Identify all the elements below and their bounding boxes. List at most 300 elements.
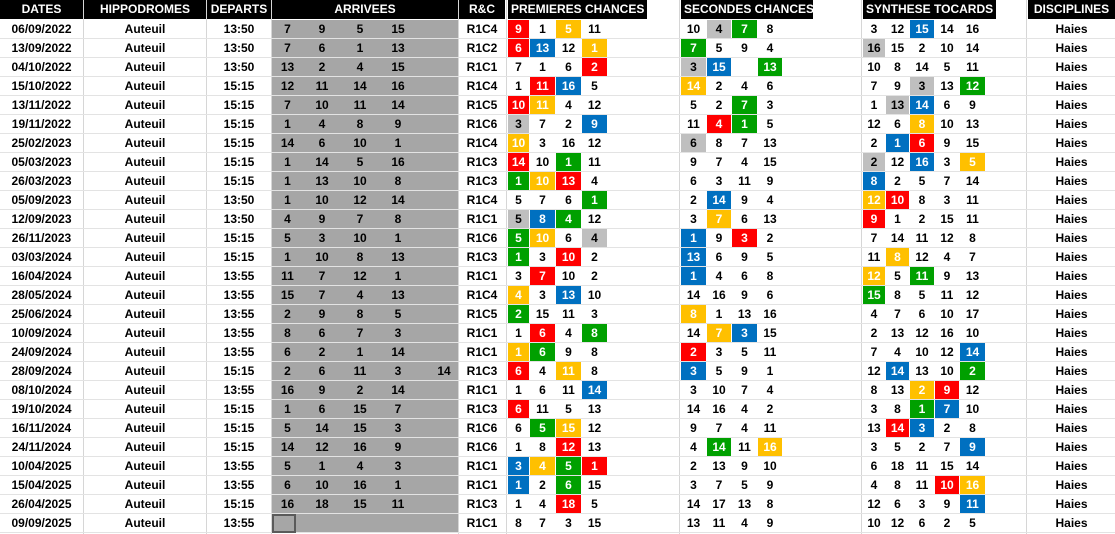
arrivee-cell[interactable]: 1 — [284, 250, 291, 264]
arrivee-cell[interactable]: 10 — [353, 231, 367, 245]
premiere-chance-cell[interactable]: 10 — [508, 134, 529, 152]
synthese-tocard-cell[interactable]: 11 — [910, 267, 934, 285]
premiere-chance-cell[interactable]: 1 — [508, 248, 529, 266]
rc-cell[interactable]: R1C4 — [466, 193, 498, 207]
premiere-chance-cell[interactable]: 5 — [556, 457, 581, 475]
synthese-tocard-cell[interactable]: 12 — [867, 497, 881, 511]
synthese-tocard-cell[interactable]: 12 — [890, 155, 905, 169]
seconde-chance-cell[interactable]: 15 — [763, 155, 777, 169]
premiere-chance-cell[interactable]: 12 — [587, 212, 602, 226]
arrivee-cell[interactable]: 4 — [356, 60, 364, 74]
synthese-tocard-cell[interactable]: 8 — [918, 193, 926, 207]
seconde-chance-cell[interactable]: 3 — [681, 362, 706, 380]
seconde-chance-cell[interactable]: 3 — [715, 174, 723, 188]
date-cell[interactable]: 25/06/2024 — [11, 307, 72, 321]
discipline-cell[interactable]: Haies — [1055, 497, 1088, 511]
rc-cell[interactable]: R1C6 — [466, 440, 498, 454]
synthese-tocard-cell[interactable]: 8 — [969, 231, 976, 245]
seconde-chance-cell[interactable]: 5 — [715, 364, 723, 378]
synthese-tocard-cell[interactable]: 9 — [863, 210, 885, 228]
synthese-tocard-cell[interactable]: 10 — [915, 345, 929, 359]
arrivee-cell[interactable]: 10 — [315, 193, 329, 207]
seconde-chance-cell[interactable]: 8 — [766, 497, 774, 511]
premiere-chance-cell[interactable]: 5 — [591, 497, 598, 511]
hippodrome-cell[interactable]: Auteuil — [124, 345, 166, 359]
synthese-tocard-cell[interactable]: 10 — [965, 402, 980, 416]
premiere-chance-cell[interactable]: 12 — [587, 98, 602, 112]
seconde-chance-cell[interactable]: 4 — [766, 41, 774, 55]
depart-cell[interactable]: 15:15 — [223, 98, 255, 112]
premiere-chance-cell[interactable]: 7 — [515, 60, 522, 74]
arrivee-cell[interactable]: 8 — [356, 307, 364, 321]
premiere-chance-cell[interactable]: 3 — [508, 457, 529, 475]
arrivee-cell[interactable]: 14 — [391, 383, 405, 397]
synthese-tocard-cell[interactable]: 15 — [965, 136, 980, 150]
hippodrome-cell[interactable]: Auteuil — [124, 22, 166, 36]
discipline-cell[interactable]: Haies — [1055, 459, 1088, 473]
seconde-chance-cell[interactable]: 13 — [763, 212, 777, 226]
rc-cell[interactable]: R1C3 — [466, 174, 498, 188]
premiere-chance-cell[interactable]: 12 — [587, 421, 602, 435]
seconde-chance-cell[interactable]: 3 — [690, 478, 697, 492]
synthese-tocard-cell[interactable]: 8 — [886, 248, 909, 266]
arrivee-cell[interactable]: 16 — [391, 155, 405, 169]
synthese-tocard-cell[interactable]: 1 — [894, 212, 901, 226]
synthese-tocard-cell[interactable]: 13 — [940, 79, 954, 93]
arrivee-cell[interactable]: 1 — [356, 41, 364, 55]
rc-cell[interactable]: R1C3 — [466, 402, 498, 416]
synthese-tocard-cell[interactable]: 16 — [863, 39, 885, 57]
rc-cell[interactable]: R1C1 — [466, 212, 498, 226]
seconde-chance-cell[interactable]: 7 — [715, 421, 723, 435]
premiere-chance-cell[interactable]: 12 — [561, 41, 576, 55]
premiere-chance-cell[interactable]: 5 — [556, 20, 581, 38]
premiere-chance-cell[interactable]: 1 — [582, 39, 607, 57]
seconde-chance-cell[interactable]: 6 — [766, 79, 774, 93]
discipline-cell[interactable]: Haies — [1055, 440, 1088, 454]
seconde-chance-cell[interactable]: 16 — [758, 438, 782, 456]
depart-cell[interactable]: 15:15 — [223, 79, 255, 93]
seconde-chance-cell[interactable]: 5 — [741, 478, 748, 492]
premiere-chance-cell[interactable]: 6 — [508, 39, 529, 57]
synthese-tocard-cell[interactable]: 2 — [918, 440, 926, 454]
seconde-chance-cell[interactable]: 3 — [681, 58, 706, 76]
rc-cell[interactable]: R1C5 — [466, 98, 498, 112]
premiere-chance-cell[interactable]: 1 — [515, 440, 522, 454]
synthese-tocard-cell[interactable]: 7 — [870, 345, 878, 359]
synthese-tocard-cell[interactable]: 7 — [894, 307, 901, 321]
arrivee-cell[interactable]: 13 — [391, 250, 405, 264]
seconde-chance-cell[interactable]: 15 — [707, 58, 731, 76]
synthese-tocard-cell[interactable]: 2 — [918, 212, 926, 226]
seconde-chance-cell[interactable]: 5 — [741, 345, 748, 359]
synthese-tocard-cell[interactable]: 12 — [867, 364, 881, 378]
seconde-chance-cell[interactable]: 8 — [766, 22, 774, 36]
premiere-chance-cell[interactable]: 2 — [591, 250, 598, 264]
rc-cell[interactable]: R1C1 — [466, 269, 498, 283]
premiere-chance-cell[interactable]: 1 — [508, 343, 529, 361]
premiere-chance-cell[interactable]: 1 — [508, 476, 529, 494]
synthese-tocard-cell[interactable]: 14 — [940, 22, 954, 36]
seconde-chance-cell[interactable]: 14 — [686, 402, 701, 416]
seconde-chance-cell[interactable]: 13 — [712, 459, 726, 473]
synthese-tocard-cell[interactable]: 8 — [894, 60, 901, 74]
synthese-tocard-cell[interactable]: 2 — [863, 153, 885, 171]
synthese-tocard-cell[interactable]: 5 — [894, 440, 901, 454]
arrivee-cell[interactable]: 7 — [356, 326, 364, 340]
seconde-chance-cell[interactable]: 2 — [766, 402, 774, 416]
premiere-chance-cell[interactable]: 9 — [582, 115, 607, 133]
arrivee-cell[interactable]: 1 — [284, 402, 291, 416]
synthese-tocard-cell[interactable]: 9 — [960, 438, 985, 456]
hippodrome-cell[interactable]: Auteuil — [124, 174, 166, 188]
arrivee-cell[interactable] — [379, 514, 417, 533]
discipline-cell[interactable]: Haies — [1055, 231, 1088, 245]
hippodrome-cell[interactable]: Auteuil — [124, 193, 166, 207]
synthese-tocard-cell[interactable]: 12 — [915, 250, 929, 264]
arrivee-cell[interactable]: 13 — [315, 174, 329, 188]
header-premieres-chances[interactable]: PREMIERES CHANCES — [508, 0, 647, 19]
synthese-tocard-cell[interactable]: 15 — [940, 212, 954, 226]
synthese-tocard-cell[interactable]: 6 — [894, 117, 901, 131]
date-cell[interactable]: 26/04/2025 — [11, 497, 72, 511]
synthese-tocard-cell[interactable]: 10 — [867, 60, 881, 74]
arrivee-cell[interactable]: 2 — [318, 345, 326, 359]
premiere-chance-cell[interactable]: 15 — [535, 307, 550, 321]
premiere-chance-cell[interactable]: 1 — [515, 79, 522, 93]
rc-cell[interactable]: R1C2 — [466, 41, 498, 55]
discipline-cell[interactable]: Haies — [1055, 478, 1088, 492]
depart-cell[interactable]: 13:55 — [223, 269, 255, 283]
premiere-chance-cell[interactable]: 10 — [508, 96, 529, 114]
discipline-cell[interactable]: Haies — [1055, 60, 1088, 74]
premiere-chance-cell[interactable]: 7 — [539, 516, 546, 530]
hippodrome-cell[interactable]: Auteuil — [124, 155, 166, 169]
synthese-tocard-cell[interactable]: 12 — [960, 77, 985, 95]
synthese-tocard-cell[interactable]: 6 — [943, 98, 951, 112]
synthese-tocard-cell[interactable]: 2 — [918, 41, 926, 55]
synthese-tocard-cell[interactable]: 9 — [943, 136, 951, 150]
arrivee-cell[interactable]: 6 — [318, 326, 326, 340]
seconde-chance-cell[interactable]: 16 — [763, 307, 777, 321]
rc-cell[interactable]: R1C1 — [466, 478, 498, 492]
seconde-chance-cell[interactable]: 8 — [715, 136, 723, 150]
arrivee-cell[interactable]: 9 — [318, 22, 326, 36]
premiere-chance-cell[interactable]: 14 — [582, 381, 607, 399]
seconde-chance-cell[interactable]: 9 — [741, 250, 748, 264]
seconde-chance-cell[interactable]: 14 — [686, 288, 701, 302]
depart-cell[interactable]: 15:15 — [223, 250, 255, 264]
synthese-tocard-cell[interactable]: 7 — [870, 231, 878, 245]
seconde-chance-cell[interactable]: 4 — [741, 516, 748, 530]
synthese-tocard-cell[interactable]: 3 — [918, 497, 926, 511]
seconde-chance-cell[interactable]: 13 — [681, 248, 706, 266]
seconde-chance-cell[interactable]: 6 — [766, 288, 774, 302]
hippodrome-cell[interactable]: Auteuil — [124, 60, 166, 74]
hippodrome-cell[interactable]: Auteuil — [124, 516, 166, 530]
date-cell[interactable]: 05/09/2023 — [11, 193, 72, 207]
seconde-chance-cell[interactable]: 9 — [690, 155, 697, 169]
date-cell[interactable]: 13/09/2022 — [11, 41, 72, 55]
premiere-chance-cell[interactable]: 6 — [539, 383, 546, 397]
depart-cell[interactable]: 15:15 — [223, 155, 255, 169]
seconde-chance-cell[interactable]: 11 — [763, 421, 777, 435]
premiere-chance-cell[interactable]: 8 — [515, 516, 522, 530]
date-cell[interactable]: 16/11/2024 — [11, 421, 72, 435]
depart-cell[interactable]: 15:15 — [223, 231, 255, 245]
seconde-chance-cell[interactable]: 4 — [707, 20, 731, 38]
arrivee-cell[interactable]: 15 — [391, 22, 405, 36]
depart-cell[interactable]: 13:55 — [223, 478, 255, 492]
rc-cell[interactable]: R1C4 — [466, 22, 498, 36]
synthese-tocard-cell[interactable]: 3 — [910, 77, 934, 95]
date-cell[interactable]: 06/09/2022 — [11, 22, 72, 36]
synthese-tocard-cell[interactable]: 8 — [870, 383, 878, 397]
synthese-tocard-cell[interactable]: 14 — [886, 419, 909, 437]
discipline-cell[interactable]: Haies — [1055, 269, 1088, 283]
seconde-chance-cell[interactable]: 9 — [741, 364, 748, 378]
seconde-chance-cell[interactable]: 16 — [712, 288, 726, 302]
discipline-cell[interactable]: Haies — [1055, 136, 1088, 150]
hippodrome-cell[interactable]: Auteuil — [124, 231, 166, 245]
depart-cell[interactable]: 15:15 — [223, 421, 255, 435]
synthese-tocard-cell[interactable]: 11 — [915, 478, 929, 492]
depart-cell[interactable]: 13:50 — [223, 41, 255, 55]
seconde-chance-cell[interactable]: 2 — [690, 459, 697, 473]
premiere-chance-cell[interactable]: 10 — [530, 172, 555, 190]
date-cell[interactable]: 26/11/2023 — [11, 231, 72, 245]
premiere-chance-cell[interactable]: 6 — [556, 476, 581, 494]
depart-cell[interactable]: 13:55 — [223, 345, 255, 359]
premiere-chance-cell[interactable]: 1 — [582, 191, 607, 209]
premiere-chance-cell[interactable]: 11 — [530, 96, 555, 114]
premiere-chance-cell[interactable]: 9 — [508, 20, 529, 38]
premiere-chance-cell[interactable]: 11 — [562, 307, 575, 321]
synthese-tocard-cell[interactable]: 18 — [890, 459, 905, 473]
seconde-chance-cell[interactable]: 11 — [712, 516, 726, 530]
premiere-chance-cell[interactable]: 7 — [539, 117, 546, 131]
premiere-chance-cell[interactable]: 1 — [556, 153, 581, 171]
premiere-chance-cell[interactable]: 2 — [508, 305, 529, 323]
arrivee-cell[interactable]: 8 — [284, 326, 291, 340]
seconde-chance-cell[interactable]: 4 — [690, 440, 697, 454]
premiere-chance-cell[interactable]: 10 — [556, 248, 581, 266]
header-departs[interactable]: DEPARTS — [207, 0, 271, 19]
arrivee-cell[interactable]: 11 — [353, 98, 367, 112]
arrivee-cell[interactable]: 9 — [318, 212, 326, 226]
seconde-chance-cell[interactable]: 14 — [707, 438, 731, 456]
arrivee-cell[interactable]: 3 — [394, 421, 402, 435]
seconde-chance-cell[interactable]: 11 — [738, 440, 751, 454]
seconde-chance-cell[interactable]: 5 — [690, 98, 697, 112]
premiere-chance-cell[interactable]: 8 — [539, 440, 546, 454]
synthese-tocard-cell[interactable]: 12 — [965, 383, 980, 397]
synthese-tocard-cell[interactable]: 9 — [935, 381, 959, 399]
arrivee-cell[interactable]: 14 — [391, 345, 405, 359]
synthese-tocard-cell[interactable]: 13 — [915, 364, 929, 378]
arrivee-cell[interactable]: 7 — [356, 212, 364, 226]
header-arrivees[interactable]: ARRIVEES — [272, 0, 458, 19]
depart-cell[interactable]: 15:15 — [223, 117, 255, 131]
arrivee-cell[interactable]: 5 — [284, 459, 291, 473]
arrivee-cell[interactable]: 6 — [318, 364, 326, 378]
premiere-chance-cell[interactable]: 6 — [530, 343, 555, 361]
depart-cell[interactable]: 13:50 — [223, 212, 255, 226]
arrivee-cell[interactable]: 6 — [318, 41, 326, 55]
date-cell[interactable]: 04/10/2022 — [11, 60, 72, 74]
arrivee-cell[interactable]: 1 — [356, 345, 364, 359]
seconde-chance-cell[interactable]: 16 — [712, 402, 726, 416]
synthese-tocard-cell[interactable]: 4 — [870, 307, 878, 321]
synthese-tocard-cell[interactable]: 15 — [910, 20, 934, 38]
synthese-tocard-cell[interactable]: 2 — [943, 421, 951, 435]
premiere-chance-cell[interactable]: 3 — [539, 288, 546, 302]
premiere-chance-cell[interactable]: 6 — [565, 193, 572, 207]
arrivee-cell[interactable]: 16 — [280, 497, 295, 511]
arrivee-cell[interactable]: 3 — [394, 326, 402, 340]
discipline-cell[interactable]: Haies — [1055, 421, 1088, 435]
synthese-tocard-cell[interactable]: 12 — [940, 231, 954, 245]
depart-cell[interactable]: 15:15 — [223, 497, 255, 511]
depart-cell[interactable]: 15:15 — [223, 136, 255, 150]
synthese-tocard-cell[interactable]: 8 — [894, 478, 901, 492]
seconde-chance-cell[interactable]: 7 — [741, 136, 748, 150]
premiere-chance-cell[interactable]: 1 — [515, 383, 522, 397]
synthese-tocard-cell[interactable]: 12 — [890, 22, 905, 36]
arrivee-cell[interactable]: 14 — [315, 421, 329, 435]
arrivee-cell[interactable]: 7 — [284, 22, 291, 36]
seconde-chance-cell[interactable]: 3 — [732, 324, 757, 342]
synthese-tocard-cell[interactable]: 6 — [894, 497, 901, 511]
depart-cell[interactable]: 15:15 — [223, 440, 255, 454]
premiere-chance-cell[interactable]: 5 — [591, 79, 598, 93]
date-cell[interactable]: 15/04/2025 — [11, 478, 72, 492]
seconde-chance-cell[interactable]: 9 — [741, 288, 748, 302]
depart-cell[interactable]: 13:50 — [223, 60, 255, 74]
premiere-chance-cell[interactable]: 4 — [591, 174, 598, 188]
seconde-chance-cell[interactable]: 13 — [737, 497, 752, 511]
arrivee-cell[interactable]: 14 — [280, 136, 295, 150]
arrivee-cell[interactable]: 14 — [315, 155, 329, 169]
arrivee-cell[interactable]: 5 — [356, 22, 364, 36]
hippodrome-cell[interactable]: Auteuil — [124, 212, 166, 226]
synthese-tocard-cell[interactable]: 8 — [969, 421, 976, 435]
rc-cell[interactable]: R1C1 — [466, 345, 498, 359]
arrivee-cell[interactable]: 11 — [281, 269, 294, 283]
hippodrome-cell[interactable]: Auteuil — [124, 383, 166, 397]
seconde-chance-cell[interactable]: 14 — [686, 497, 701, 511]
arrivee-cell[interactable]: 15 — [353, 497, 367, 511]
seconde-chance-cell[interactable]: 9 — [741, 459, 748, 473]
hippodrome-cell[interactable]: Auteuil — [124, 364, 166, 378]
synthese-tocard-cell[interactable]: 4 — [894, 345, 901, 359]
seconde-chance-cell[interactable]: 1 — [681, 267, 706, 285]
synthese-tocard-cell[interactable]: 2 — [960, 362, 985, 380]
synthese-tocard-cell[interactable]: 12 — [863, 267, 885, 285]
synthese-tocard-cell[interactable]: 2 — [894, 174, 901, 188]
seconde-chance-cell[interactable]: 9 — [690, 421, 697, 435]
seconde-chance-cell[interactable]: 6 — [690, 174, 697, 188]
header-dates[interactable]: DATES — [0, 0, 83, 19]
premiere-chance-cell[interactable]: 10 — [535, 155, 550, 169]
premiere-chance-cell[interactable]: 10 — [587, 288, 602, 302]
depart-cell[interactable]: 15:15 — [223, 364, 255, 378]
hippodrome-cell[interactable]: Auteuil — [124, 250, 166, 264]
premiere-chance-cell[interactable]: 1 — [515, 497, 522, 511]
premiere-chance-cell[interactable]: 12 — [556, 438, 581, 456]
arrivee-cell[interactable]: 2 — [284, 307, 291, 321]
premiere-chance-cell[interactable]: 4 — [530, 457, 555, 475]
premiere-chance-cell[interactable]: 13 — [556, 286, 581, 304]
premiere-chance-cell[interactable]: 5 — [530, 419, 555, 437]
hippodrome-cell[interactable]: Auteuil — [124, 41, 166, 55]
arrivee-cell[interactable]: 2 — [284, 364, 291, 378]
rc-cell[interactable]: R1C1 — [466, 326, 498, 340]
synthese-tocard-cell[interactable]: 13 — [886, 96, 909, 114]
synthese-tocard-cell[interactable]: 1 — [910, 400, 934, 418]
date-cell[interactable]: 09/09/2025 — [11, 516, 72, 530]
arrivee-cell[interactable]: 12 — [353, 193, 367, 207]
discipline-cell[interactable]: Haies — [1055, 288, 1088, 302]
arrivee-cell[interactable]: 4 — [356, 288, 364, 302]
premiere-chance-cell[interactable]: 8 — [530, 210, 555, 228]
synthese-tocard-cell[interactable]: 2 — [943, 516, 951, 530]
seconde-chance-cell[interactable]: 1 — [681, 229, 706, 247]
rc-cell[interactable]: R1C4 — [466, 136, 498, 150]
premiere-chance-cell[interactable]: 5 — [565, 402, 572, 416]
date-cell[interactable]: 10/09/2024 — [11, 326, 72, 340]
arrivee-cell[interactable]: 5 — [284, 231, 291, 245]
depart-cell[interactable]: 13:55 — [223, 516, 255, 530]
premiere-chance-cell[interactable]: 4 — [539, 497, 546, 511]
arrivee-cell[interactable]: 7 — [318, 288, 326, 302]
premiere-chance-cell[interactable]: 6 — [508, 362, 529, 380]
synthese-tocard-cell[interactable]: 12 — [890, 516, 905, 530]
seconde-chance-cell[interactable]: 3 — [690, 212, 697, 226]
seconde-chance-cell[interactable]: 7 — [732, 96, 757, 114]
premiere-chance-cell[interactable]: 6 — [565, 231, 572, 245]
seconde-chance-cell[interactable]: 2 — [715, 98, 723, 112]
discipline-cell[interactable]: Haies — [1055, 326, 1088, 340]
arrivee-cell[interactable]: 12 — [280, 79, 295, 93]
arrivee-cell[interactable]: 16 — [353, 478, 367, 492]
seconde-chance-cell[interactable]: 13 — [763, 136, 777, 150]
premiere-chance-cell[interactable]: 11 — [556, 362, 581, 380]
hippodrome-cell[interactable]: Auteuil — [124, 421, 166, 435]
discipline-cell[interactable]: Haies — [1055, 250, 1088, 264]
premiere-chance-cell[interactable]: 16 — [561, 136, 576, 150]
arrivee-cell[interactable]: 8 — [394, 174, 402, 188]
premiere-chance-cell[interactable]: 4 — [539, 364, 546, 378]
premiere-chance-cell[interactable]: 7 — [539, 193, 546, 207]
seconde-chance-cell[interactable]: 4 — [707, 115, 731, 133]
premiere-chance-cell[interactable]: 11 — [588, 22, 601, 36]
premiere-chance-cell[interactable]: 12 — [587, 136, 602, 150]
premiere-chance-cell[interactable]: 11 — [588, 155, 601, 169]
rc-cell[interactable]: R1C5 — [466, 307, 498, 321]
seconde-chance-cell[interactable]: 2 — [766, 231, 774, 245]
synthese-tocard-cell[interactable]: 10 — [940, 117, 954, 131]
synthese-tocard-cell[interactable]: 6 — [870, 459, 878, 473]
synthese-tocard-cell[interactable]: 3 — [870, 440, 878, 454]
arrivee-cell[interactable]: 10 — [315, 250, 329, 264]
date-cell[interactable]: 24/11/2024 — [11, 440, 72, 454]
premiere-chance-cell[interactable]: 6 — [508, 400, 529, 418]
synthese-tocard-cell[interactable]: 5 — [943, 60, 951, 74]
discipline-cell[interactable]: Haies — [1055, 345, 1088, 359]
discipline-cell[interactable]: Haies — [1055, 307, 1088, 321]
date-cell[interactable]: 19/10/2024 — [11, 402, 72, 416]
